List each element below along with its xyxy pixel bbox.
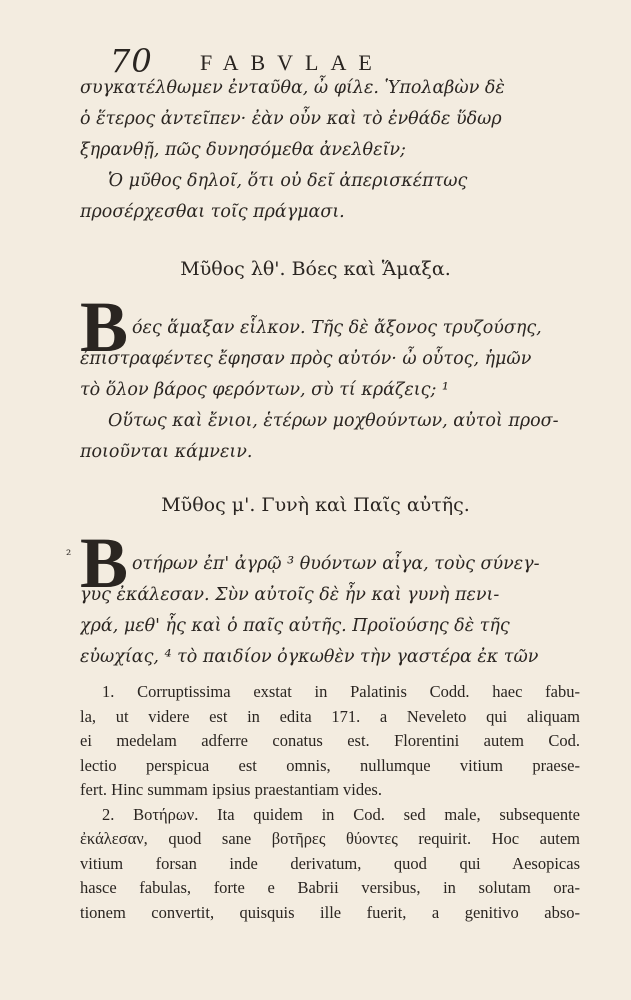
fable-heading-40: Μῦθος μ'. Γυνὴ καὶ Παῖς αὐτῆς.: [161, 494, 470, 516]
page-number: 70: [110, 42, 153, 80]
footnote-line: ἐκάλεσαν, quod sane βοτῆρες θύοντες requirit. Hoc autem: [80, 829, 580, 848]
text-line: όες ἅμαξαν εἷλκον. Τῆς δὲ ἄξονος τρυζούσης,: [132, 318, 542, 338]
footnote-line: ei medelam adferre conatus est. Florentini autem Cod.: [80, 731, 580, 750]
continuation-text: [80, 73, 580, 228]
footnote-line: lectio perspicua est omnis, nullumque vitium praese-: [80, 755, 580, 775]
text-line: Ὁ μῦθος δηλοῖ, ὅτι οὐ δεῖ ἀπερισκέπτως: [108, 171, 468, 191]
footnotes: [80, 680, 580, 925]
footnote-line: vitium forsan inde derivatum, quod qui Aesopicas: [80, 853, 580, 873]
footnote-line: hasce fabulas, forte e Babrii versibus, in solutam ora-: [80, 878, 580, 897]
footnote-line: 1. Corruptissima exstat in Palatinis Codd. haec fabu-: [102, 682, 580, 701]
drop-cap-initial: B: [80, 523, 129, 603]
text-line: οτήρων ἐπ' ἀγρῷ ³ θυόντων αἶγα, τοὺς σύνεγ-: [132, 554, 540, 574]
text-line: προσέρχεσθαι τοῖς πράγμασι.: [80, 202, 345, 222]
running-title: FABVLAE: [200, 50, 384, 75]
footnote-marker: ²: [66, 548, 72, 563]
drop-cap-initial: B: [80, 287, 129, 367]
footnote-line: 2. Βοτήρων. Ita quidem in Cod. sed male, subsequente: [102, 804, 580, 824]
text-line: Οὕτως καὶ ἔνιοι, ἑτέρων μοχθούντων, αὐτοὶ προσ-: [108, 411, 559, 431]
text-line: ποιοῦνται κάμνειν.: [80, 442, 253, 462]
footnote-line: tionem convertit, quisquis ille fuerit, a genitivo abso-: [80, 902, 580, 922]
text-line: ἐπιστραφέντες ἔφησαν πρὸς αὐτόν· ὦ οὗτος, ἡμῶν: [80, 349, 532, 369]
text-line: τὸ ὅλον βάρος φερόντων, σὺ τί κράζεις; ¹: [80, 380, 449, 400]
text-line: ὁ ἕτερος ἀντεῖπεν· ἐὰν οὖν καὶ τὸ ἐνθάδε ὕδωρ: [80, 109, 502, 129]
text-line: συγκατέλθωμεν ἐνταῦθα, ὦ φίλε. Ὑπολαβὼν δὲ: [80, 78, 505, 98]
footnote-line: la, ut videre est in edita 171. a Neveleto qui aliquam: [80, 706, 580, 726]
fable-heading-39: Μῦθος λθ'. Βόες καὶ Ἅμαξα.: [180, 258, 451, 280]
text-line: εὐωχίας, ⁴ τὸ παιδίον ὀγκωθὲν τὴν γαστέρα ἐκ τῶν: [80, 647, 539, 667]
text-line: ξηρανθῇ, πῶς δυνησόμεθα ἀνελθεῖν;: [80, 140, 406, 160]
footnote-line: fert. Hinc summam ipsius praestantiam vides.: [80, 780, 382, 799]
text-line: γυς ἐκάλεσαν. Σὺν αὐτοῖς δὲ ἦν καὶ γυνὴ πενι-: [80, 585, 500, 605]
fable-40-text: [80, 549, 580, 673]
fable-39-text: [80, 313, 580, 468]
text-line: χρά, μεθ' ἧς καὶ ὁ παῖς αὐτῆς. Προϊούσης δὲ τῆς: [80, 616, 510, 636]
